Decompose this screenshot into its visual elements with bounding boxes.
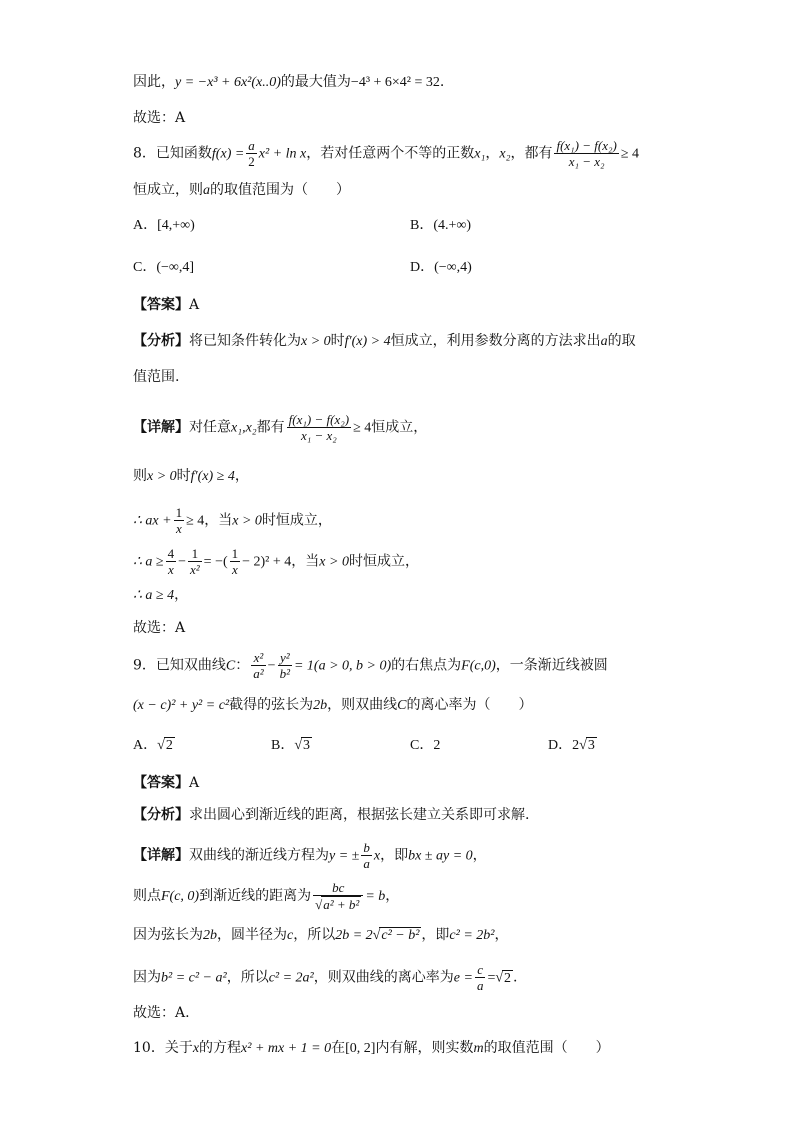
option-a: A．[4,+∞) [133, 218, 195, 233]
answer-line: 【答案】A [133, 775, 200, 791]
fraction: $\frac{1}{x}$ [175, 505, 183, 536]
choice-line: 故选：A. [133, 1005, 190, 1021]
analysis-line-2: 值范围. [133, 369, 180, 385]
detail-step-3: 因为b² = c² − a²，所以c² = 2a²，则双曲线的离心率为e = $\frac{c}{a}$ =√2 . [133, 962, 518, 993]
detail-step-2: 因为弦长为2b，圆半径为c，所以2b = 2√c² − b² ，即c² = 2b²， [133, 927, 509, 943]
answer-line: 【答案】A [133, 297, 200, 313]
math-expression: y = −x³ + 6x²(x..0) [175, 75, 281, 90]
detail-line: 【详解】双曲线的渐近线方程为y = ± $\frac{b}{a}$ x，即bx ± ay = 0， [133, 840, 487, 871]
fraction: $\frac{\text{y²}}{\text{b²}}$ [279, 650, 290, 681]
fraction: $\frac{\text{f(x₁) − f(x₂)}}{\text{x₁ − x₂}}$ [288, 412, 350, 443]
step-2: ∴ ax + $\frac{1}{x}$ ≥ 4，当x > 0时恒成立， [133, 505, 332, 536]
option-d: D．(−∞,4) [410, 260, 472, 275]
fraction: $\frac{b}{a}$ [363, 840, 370, 871]
option-b: B．(4.+∞) [410, 218, 472, 233]
fraction: $\frac{\text{f(x₁) − f(x₂)}}{\text{x₁ − x₂}}$ [556, 138, 617, 169]
analysis-line: 【分析】求出圆心到渐近线的距离，根据弦长建立关系即可求解. [133, 807, 530, 823]
question-8-stem: 8．已知函数f(x) = $\frac{a}{2}$ x² + ln x，若对任意两个不等的正数x₁，x₂，都有 $\frac{\text{f(x₁) − f(x₂)}}{\text{x₁ − x₂}}$ ≥ 4 [133, 138, 640, 169]
fraction: $\frac{4}{x}$ [167, 546, 175, 577]
option-a: A．√2 [133, 738, 173, 753]
fraction: $\frac{bc}{\text{√a² + b²}}$ [313, 880, 363, 912]
step-3: ∴ a ≥ $\frac{4}{x}$ − $\frac{1}{\text{x²}}$ = −( $\frac{1}{x}$ − 2)² + 4，当x > 0时恒成立， [133, 546, 419, 577]
math-expression: −4³ + 6×4² = 32 [350, 75, 440, 90]
question-9-stem-line2: (x − c)² + y² = c²截得的弦长为2b，则双曲线C的离心率为（ ） [133, 697, 533, 713]
fraction: $\frac{c}{a}$ [476, 962, 484, 993]
option-d: D．2√3 [548, 738, 595, 753]
detail-line: 【详解】对任意x₁,x₂都有 $\frac{\text{f(x₁) − f(x₂)}}{\text{x₁ − x₂}}$ ≥ 4恒成立， [133, 412, 428, 443]
detail-step-1: 则点F(c, 0)到渐近线的距离为 $\frac{bc}{\text{√a² + b²}}$ = b， [133, 880, 400, 912]
question-9-stem: 9．已知双曲线C： $\frac{\text{x²}}{\text{a²}}$ − $\frac{\text{y²}}{\text{b²}}$ = 1(a > 0, b > 0)的右焦点为F(c,0)，一条渐近线被圆 [133, 650, 608, 681]
fraction: $\frac{\text{x²}}{\text{a²}}$ [253, 650, 264, 681]
choice-line: 故选：A [133, 110, 186, 126]
fraction: $\frac{a}{2}$ [248, 138, 255, 169]
option-c: C．(−∞,4] [133, 260, 195, 275]
option-c: C．2 [410, 738, 441, 753]
fraction: $\frac{1}{x}$ [231, 546, 239, 577]
question-8-stem-line2: 恒成立，则a的取值范围为（ ） [133, 182, 350, 198]
step-1: 则x > 0时f′(x) ≥ 4， [133, 468, 249, 484]
option-b: B．√3 [271, 738, 311, 753]
question-10-stem: 10．关于x的方程x² + mx + 1 = 0在[0, 2]内有解，则实数m的取值范围（ ） [133, 1040, 610, 1056]
choice-line: 故选：A [133, 620, 186, 636]
conclusion-line: 因此，y = −x³ + 6x²(x..0)的最大值为−4³ + 6×4² = 32. [133, 74, 445, 90]
step-4: ∴ a ≥ 4， [133, 587, 189, 603]
analysis-line: 【分析】将已知条件转化为x > 0时f′(x) > 4恒成立，利用参数分离的方法求出a的取 [133, 333, 636, 349]
fraction: $\frac{1}{\text{x²}}$ [190, 546, 200, 577]
